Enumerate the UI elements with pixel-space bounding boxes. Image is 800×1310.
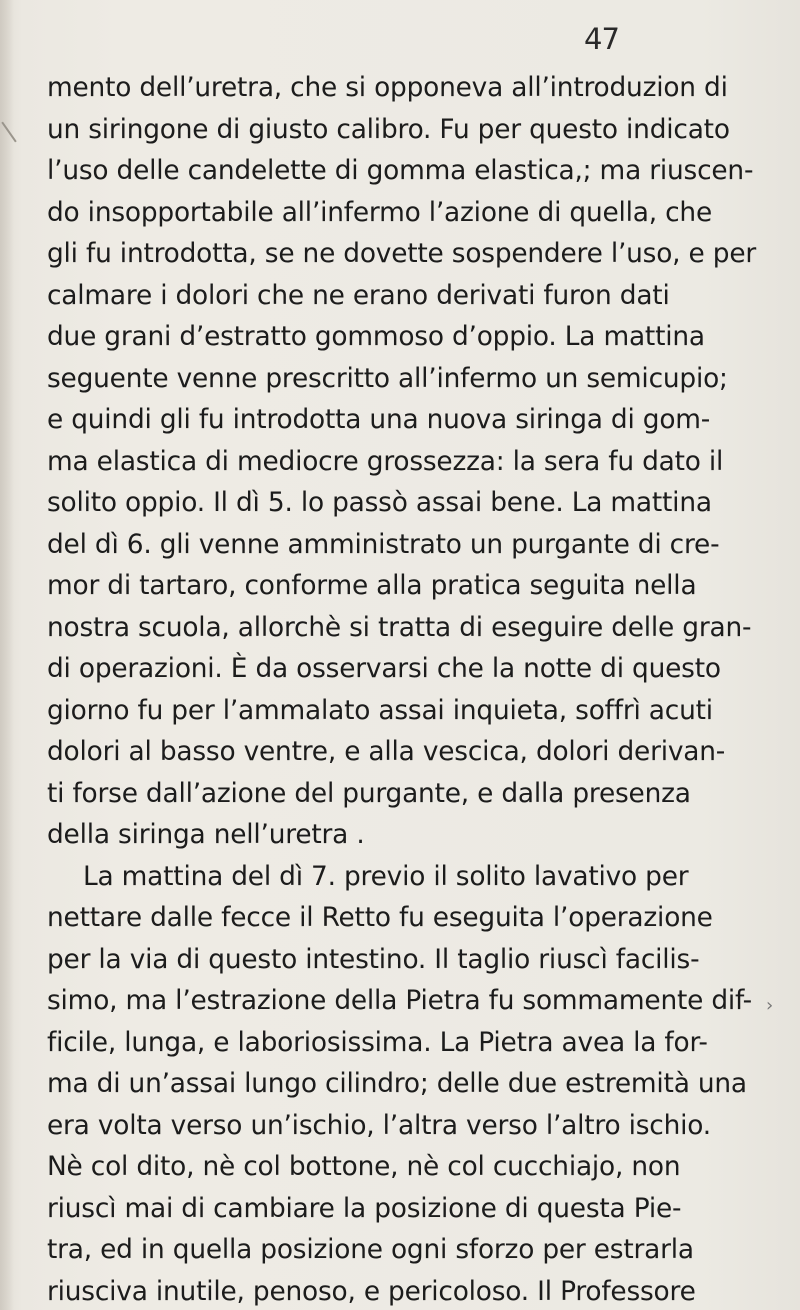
text-line: mor di tartaro, conforme alla pratica seguita nella	[47, 570, 697, 601]
text-line: ficile, lunga, e laboriosissima. La Pietra avea la for-	[47, 1026, 708, 1058]
text-line: giorno fu per l’ammalato assai inquieta, soffrì acuti	[47, 694, 713, 726]
binding-shadow	[0, 0, 14, 1310]
text-line: gli fu introdotta, se ne dovette sospendere l’uso, e per	[47, 238, 757, 269]
text-line: riuscì mai di cambiare la posizione di questa Pie-	[47, 1192, 682, 1224]
text-line: Nè col dito, nè col bottone, nè col cucchiajo, non	[47, 1151, 681, 1182]
text-line: l’uso delle candelette di gomma elastica,; ma riuscen-	[47, 155, 754, 186]
text-line: tra, ed in quella posizione ogni sforzo per estrarla	[47, 1234, 694, 1265]
text-line: do insopportabile all’infermo l’azione di quella, che	[47, 196, 712, 228]
text-line: ma di un’assai lungo cilindro; delle due estremità una	[47, 1068, 747, 1099]
text-line: per la via di questo intestino. Il taglio riuscì facilis-	[47, 943, 700, 975]
body-text	[47, 67, 787, 1310]
text-line: di operazioni. È da osservarsi che la notte di questo	[47, 653, 721, 684]
text-line: e quindi gli fu introdotta una nuova siringa di gom-	[47, 404, 711, 435]
text-line: nettare dalle fecce il Retto fu eseguita l’operazione	[47, 902, 713, 933]
chevron-right-icon: ›	[766, 995, 774, 1016]
text-line: dolori al basso ventre, e alla vescica, dolori derivan-	[47, 736, 726, 767]
page-number: 47	[584, 22, 619, 56]
paragraph-start-line: La mattina del dì 7. previo il solito lavativo per	[83, 860, 689, 892]
text-line: ti forse dall’azione del purgante, e dalla presenza	[47, 777, 691, 809]
text-line: due grani d’estratto gommoso d’oppio. La mattina	[47, 321, 705, 352]
text-line: del dì 6. gli venne amministrato un purgante di cre-	[47, 528, 720, 560]
text-line: era volta verso un’ischio, l’altra verso l’altro ischio.	[47, 1109, 711, 1141]
text-line: calmare i dolori che ne erano derivati furon dati	[47, 279, 670, 311]
text-line: ma elastica di mediocre grossezza: la sera fu dato il	[47, 445, 724, 477]
text-line: seguente venne prescritto all’infermo un semicupio;	[47, 362, 728, 394]
text-line: riusciva inutile, penoso, e pericoloso. Il Professore	[47, 1275, 696, 1307]
text-line: nostra scuola, allorchè si tratta di eseguire delle gran-	[47, 611, 752, 643]
text-line: un siringone di giusto calibro. Fu per questo indicato	[47, 113, 730, 145]
text-line: della siringa nell’uretra .	[47, 819, 365, 850]
text-line: simo, ma l’estrazione della Pietra fu sommamente dif-	[47, 985, 753, 1016]
text-line: solito oppio. Il dì 5. lo passò assai bene. La mattina	[47, 487, 712, 518]
text-line: mento dell’uretra, che si opponeva all’introduzion di	[47, 72, 728, 103]
